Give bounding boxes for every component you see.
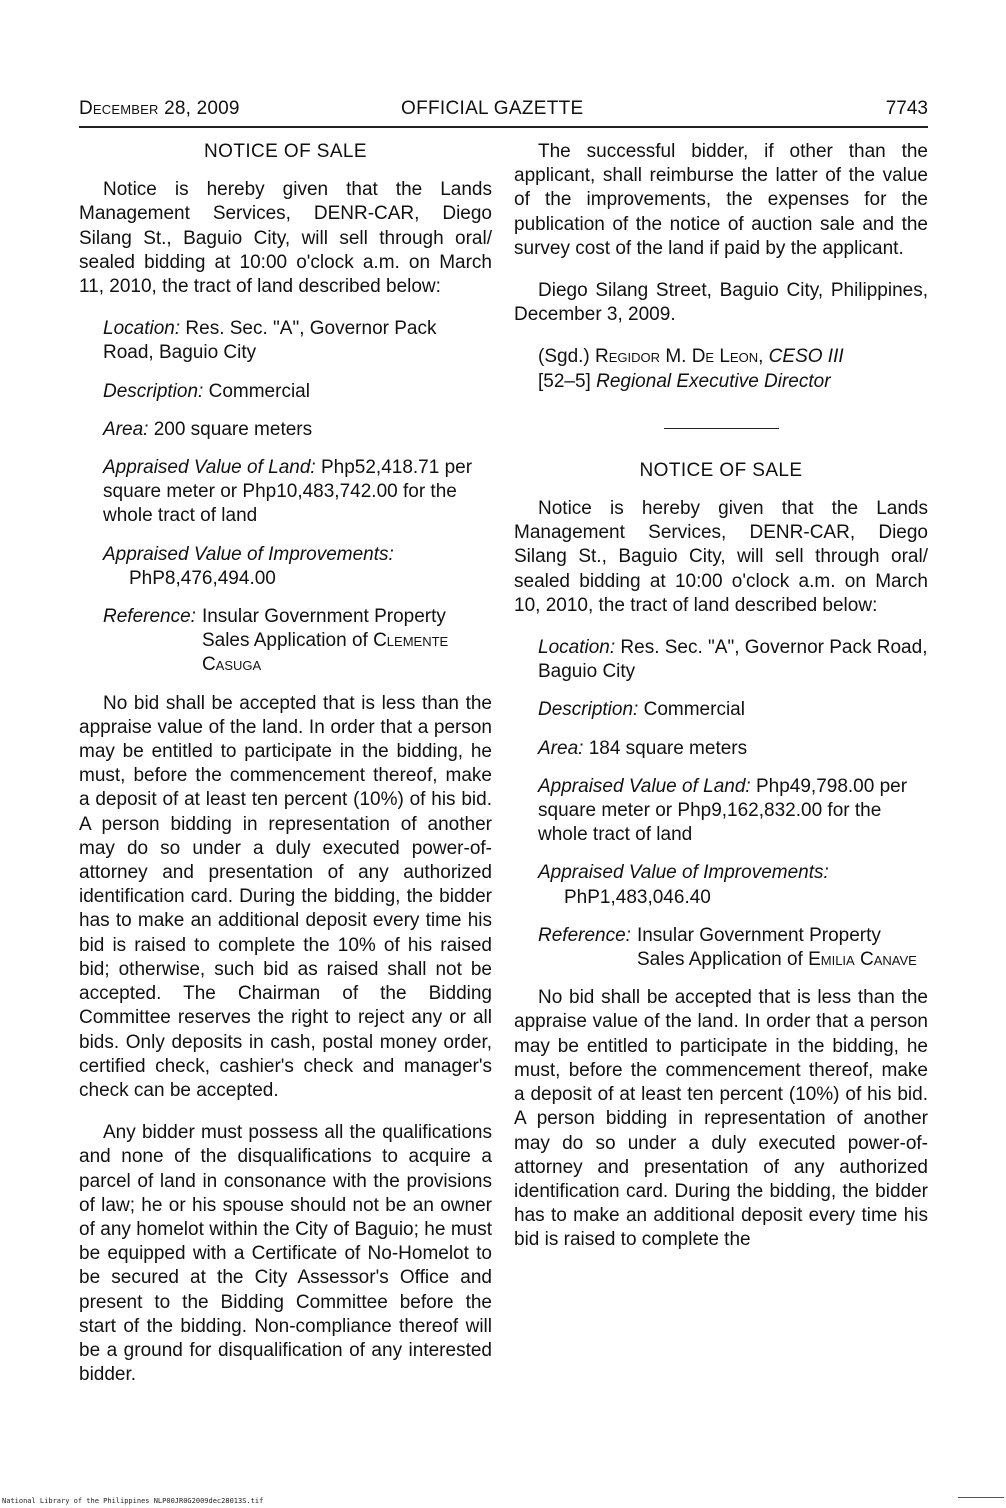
location-field-2 — [538, 636, 928, 684]
area-field — [103, 418, 492, 442]
improvements-label: Appraised Value of Improvements: — [103, 543, 394, 565]
signature-block — [538, 345, 928, 393]
notice-heading: NOTICE OF SALE — [204, 141, 367, 162]
description-label: Description: — [103, 380, 204, 402]
area-value-2: 184 square meters — [588, 737, 748, 759]
reference-name-2: Emilia Canave — [808, 949, 917, 971]
area-label: Area: — [103, 418, 149, 440]
reference-field — [103, 605, 492, 678]
land-value-label: Appraised Value of Land: — [103, 457, 316, 479]
land-value-2: Php49,798.00 per square meter or Php9,162,832.00 for the whole tract of land — [538, 775, 908, 846]
notice-intro-2: Notice is hereby given that the Lands Management Services, DENR-CAR, Diego Silang St., Baguio City, will sell through oral/ sealed bidding at 10:00 o'clock a.m. on March 10, 2010, the tract of land described below: — [514, 498, 928, 616]
section-divider — [664, 428, 779, 429]
left-column — [79, 140, 492, 1405]
right-column — [514, 140, 928, 1271]
description-field — [103, 380, 492, 404]
area-label-2: Area: — [538, 737, 584, 759]
reference-label-2: Reference: — [538, 924, 631, 946]
improvements-value: PhP8,476,494.00 — [129, 567, 276, 589]
page-header — [79, 96, 928, 128]
notice-intro: Notice is hereby given that the Lands Management Services, DENR-CAR, Diego Silang St., Baguio City, will sell through oral/ sealed bidding at 10:00 o'clock a.m. on March 11, 2010, the tract of land described below: — [79, 179, 492, 298]
publication-title: OFFICIAL GAZETTE — [401, 98, 584, 119]
improvements-field-2 — [538, 861, 928, 909]
location-field — [103, 317, 492, 365]
reference-name: Clemente Casuga — [201, 630, 449, 676]
location-label: Location: — [103, 318, 181, 340]
land-value-field — [103, 456, 492, 529]
bid-paragraph-2: No bid shall be accepted that is less than the appraise value of the land. In order that a person may be entitled to participate in the bidding, he must, before the commencement thereof, make a deposit of at least ten percent (10%) of his bid. A person bidding in representation of another may do so under a duly executed power-of-attorney and presentation of any authorized identification card. During the bidding, the bidder has to make an additional deposit every time his bid is raised to complete the — [514, 987, 928, 1251]
footer-rule — [958, 1497, 1004, 1498]
bid-paragraph: No bid shall be accepted that is less than the appraise value of the land. In order that a person may be entitled to participate in the bidding, he must, before the commencement thereof, make a deposit of at least ten percent (10%) of his bid. A person bidding in representation of another may do so under a duly executed power-of-attorney and presentation of any authorized identification card. During the bidding, the bidder has to make an additional deposit every time his bid is raised to complete the 10% of his raised bid; otherwise, such bid as raised shall not be accepted. The Chairman of the Bidding Committee reserves the right to reject any or all bids. Only deposits in cash, postal money order, certified check, cashier's check and manager's check can be accepted. — [79, 692, 492, 1101]
description-value: Commercial — [208, 380, 310, 402]
reference-value-2: Insular Government Property Sales Application of — [636, 924, 881, 971]
improvements-value-2: PhP1,483,046.40 — [564, 886, 711, 908]
qualification-paragraph: Any bidder must possess all the qualifications and none of the disqualifications to acquire a parcel of land in consonance with the provisions of law; he or his spouse should not be an owner of any homelot within the City of Baguio; he must be equipped with a Certificate of No-Homelot to be secured at the City Assessor's Office and present to the Bidding Committee before the start of the bidding. Non-compliance thereof will be a ground for disqualification of any interested bidder. — [79, 1122, 492, 1386]
signatory-position: Regional Executive Director — [596, 370, 831, 392]
land-value-label-2: Appraised Value of Land: — [538, 775, 751, 797]
location-label-2: Location: — [538, 637, 616, 659]
land-value-field-2 — [538, 775, 928, 848]
description-label-2: Description: — [538, 699, 639, 721]
location-value: Res. Sec. "A", Governor Pack Road, Baguio City — [103, 318, 437, 364]
land-value: Php52,418.71 per square meter or Php10,483,742.00 for the whole tract of land — [103, 457, 473, 527]
place-date: Diego Silang Street, Baguio City, Philippines, December 3, 2009. — [514, 280, 928, 326]
description-value-2: Commercial — [643, 699, 745, 721]
signature-code: [52–5] — [538, 370, 591, 392]
scan-footer: National Library of the Philippines NLP00JR0G2009dec28013S.tif — [2, 1497, 264, 1505]
reimburse-paragraph: The successful bidder, if other than the applicant, shall reimburse the latter of the value of the improvements, the expenses for the publication of the notice of auction sale and the survey cost of the land if paid by the applicant. — [514, 141, 928, 259]
notice-heading-2: NOTICE OF SALE — [639, 459, 803, 481]
issue-date: December 28, 2009 — [79, 98, 240, 119]
signature-prefix: (Sgd.) — [538, 346, 590, 368]
reference-label: Reference: — [103, 606, 196, 628]
area-field-2 — [538, 737, 928, 761]
reference-value: Insular Government Property Sales Application of — [201, 606, 446, 652]
signatory-title: CESO III — [768, 346, 844, 368]
signatory-name: Regidor M. De Leon, — [595, 346, 764, 368]
area-value: 200 square meters — [153, 418, 313, 440]
description-field-2 — [538, 698, 928, 722]
reference-field-2 — [538, 924, 928, 972]
improvements-label-2: Appraised Value of Improvements: — [538, 862, 829, 884]
page-number: 7743 — [885, 98, 928, 119]
improvements-field — [103, 543, 492, 591]
location-value-2: Res. Sec. "A", Governor Pack Road, Baguio City — [538, 637, 928, 683]
